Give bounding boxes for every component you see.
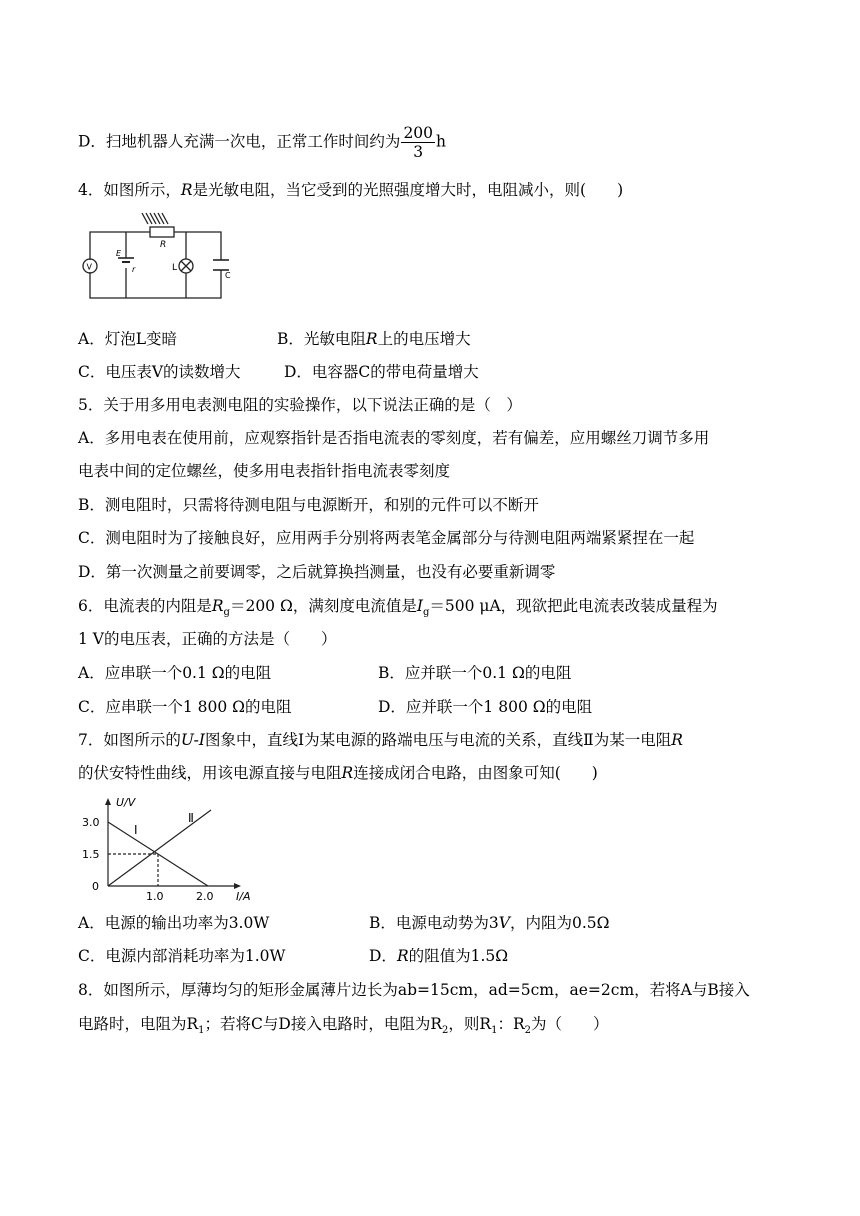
q5-option-a-line1: A．多用电表在使用前，应观察指针是否指电流表的零刻度，若有偏差，应用螺丝刀调节多用 <box>78 429 710 447</box>
q4-option-b <box>277 329 471 349</box>
q4-circuit-diagram <box>76 210 246 302</box>
q7-stem2-var: R <box>341 764 354 782</box>
q7-option-b-b: ，内阻为0.5Ω <box>509 914 610 932</box>
q7-option-c: C．电源内部消耗功率为1.0W <box>78 947 286 965</box>
fraction <box>401 124 435 161</box>
q6-option-c: C．应串联一个1 800 Ω的电阻 <box>78 698 292 716</box>
q6-stem-line2: 1 V的电压表，正确的方法是（ ） <box>78 630 337 648</box>
q6-ig-sub: g <box>422 607 430 619</box>
q7-ui-graph <box>78 796 268 902</box>
line-ii <box>108 810 211 886</box>
x-tick-1: 1.0 <box>146 890 164 902</box>
label-r-internal: r <box>132 265 136 274</box>
y-tick-0: 0 <box>92 880 99 893</box>
x-tick-2: 2.0 <box>196 890 214 902</box>
q6-rg-sub: g <box>223 607 230 619</box>
q3-option-d-text: D．扫地机器人充满一次电，正常工作时间约为 <box>78 132 401 151</box>
q7-stem2-a: 的伏安特性曲线，用该电源直接与电阻 <box>78 764 342 782</box>
q7-option-b-var: V <box>498 914 510 932</box>
q6-stem-a: 6．电流表的内阻是 <box>78 597 212 615</box>
x-axis-label: I/A <box>236 890 251 902</box>
q6-stem-b: ＝200 Ω，满刻度电流值是 <box>229 597 417 615</box>
q7-option-b <box>369 913 609 933</box>
fraction-denominator: 3 <box>413 143 424 161</box>
q8-stem2-d: ：R <box>497 1015 525 1033</box>
label-v: V <box>86 262 92 272</box>
q8-stem2-c: ，则R <box>448 1015 492 1033</box>
q5-option-a-line2: 电表中间的定位螺丝，使多用电表指针指电流表零刻度 <box>78 462 451 480</box>
q3-option-d <box>78 124 446 161</box>
q7-option-a: A．电源的输出功率为3.0W <box>78 914 270 932</box>
q6-rg: R <box>211 597 224 615</box>
q6-option-d: D．应并联一个1 800 Ω的电阻 <box>378 698 593 716</box>
q6-stem-c: ＝500 μA，现欲把此电流表改装成量程为 <box>429 597 718 615</box>
q7-stem-b: 图象中，直线Ⅰ为某电源的路端电压与电流的关系，直线Ⅱ为某一电阻 <box>205 731 672 749</box>
q7-stem-line1 <box>78 730 683 750</box>
fraction-numerator: 200 <box>403 124 434 142</box>
q8-sub2: 2 <box>442 1025 449 1037</box>
q7-option-d <box>369 946 508 966</box>
y-tick-3: 3.0 <box>82 816 100 829</box>
q8-stem-line2 <box>78 1014 609 1041</box>
q8-sub4: 2 <box>524 1025 531 1037</box>
q4-stem-a: 4．如图所示， <box>78 181 181 199</box>
label-l: L <box>172 263 178 273</box>
label-c: C <box>225 271 231 280</box>
q8-sub1: 1 <box>198 1025 205 1037</box>
q7-stem-a: 7．如图所示的 <box>78 731 181 749</box>
q5-option-d: D．第一次测量之前要调零，之后就算换挡测量，也没有必要重新调零 <box>78 563 556 581</box>
q5-option-b: B．测电阻时，只需将待测电阻与电源断开，和别的元件可以不断开 <box>78 496 539 514</box>
q7-stem-var: U-I <box>180 731 206 749</box>
q4-stem-var: R <box>180 181 193 199</box>
q6-ig: I <box>416 597 423 615</box>
q4-option-d: D．电容器C的带电荷量增大 <box>284 363 479 381</box>
q7-option-d-var: R <box>396 947 409 965</box>
q4-stem <box>78 180 623 200</box>
q7-option-b-a: B．电源电动势为3 <box>369 914 499 932</box>
q4-option-c: C．电压表V的读数增大 <box>78 363 241 381</box>
unit: h <box>436 132 447 151</box>
q5-option-c: C．测电阻时为了接触良好，应用两手分别将两表笔金属部分与待测电阻两端紧紧捏在一起 <box>78 529 695 547</box>
q5-stem: 5．关于用多用电表测电阻的实验操作，以下说法正确的是（ ） <box>78 396 522 414</box>
line-i-label: Ⅰ <box>134 823 138 837</box>
q7-stem-var2: R <box>671 731 683 749</box>
q8-sub3: 1 <box>491 1025 498 1037</box>
line-ii-label: Ⅱ <box>188 811 194 825</box>
q8-stem2-e: 为（ ） <box>530 1015 609 1033</box>
y-tick-1-5: 1.5 <box>82 848 100 861</box>
photoresistor <box>150 227 174 237</box>
y-axis-label: U/V <box>116 796 136 809</box>
q7-stem-line2 <box>78 763 598 783</box>
q4-option-b-b: 上的电压增大 <box>377 330 471 348</box>
q4-option-a: A．灯泡L变暗 <box>78 330 177 348</box>
q8-stem2-b: ；若将C与D接入电路时，电阻为R <box>204 1015 443 1033</box>
q7-option-d-prefix: D． <box>369 947 397 965</box>
q4-option-b-a: B．光敏电阻 <box>277 330 366 348</box>
label-r-photo: R <box>160 240 167 250</box>
q6-option-a: A．应串联一个0.1 Ω的电阻 <box>78 664 272 682</box>
q4-option-b-var: R <box>365 330 378 348</box>
q7-option-d-b: 的阻值为1.5Ω <box>408 947 509 965</box>
q7-stem2-b: 连接成闭合电路，由图象可知( ) <box>353 764 598 782</box>
q8-stem2-a: 电路时，电阻为R <box>78 1015 199 1033</box>
q4-stem-b: 是光敏电阻，当它受到的光照强度增大时，电阻减小，则( ) <box>192 181 624 199</box>
q6-option-b: B．应并联一个0.1 Ω的电阻 <box>378 664 572 682</box>
label-e: E <box>116 249 122 258</box>
q8-stem-line1: 8．如图所示，厚薄均匀的矩形金属薄片边长为ab=15cm，ad=5cm，ae=2cm，若将A与B接入 <box>78 981 750 999</box>
q6-stem-line1 <box>78 596 718 623</box>
